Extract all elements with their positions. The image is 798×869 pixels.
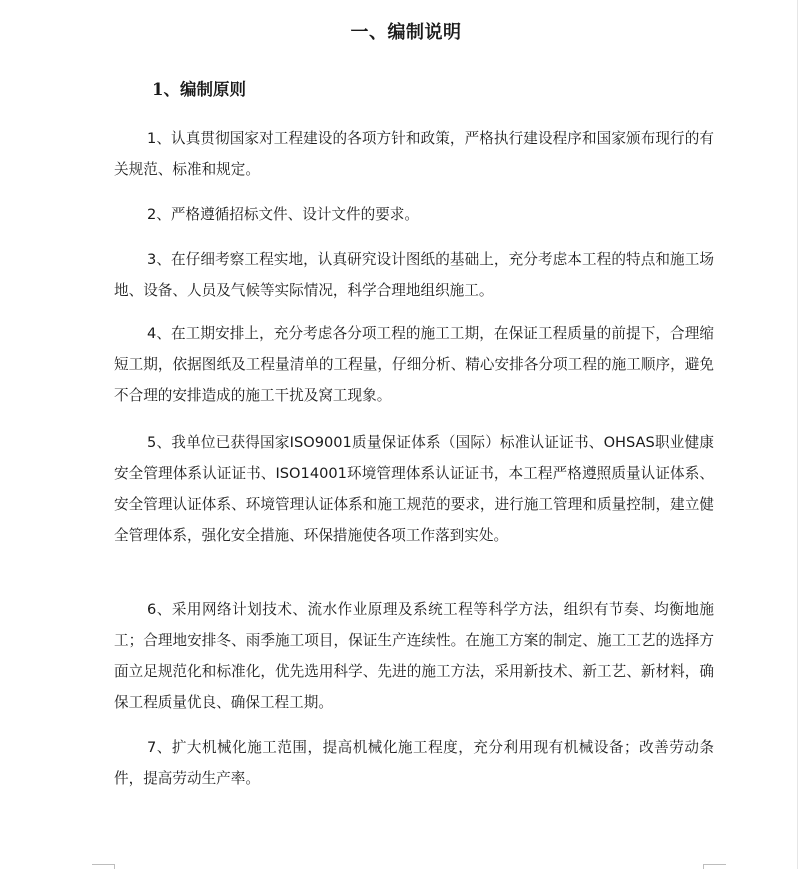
paragraph-2: 2、严格遵循招标文件、设计文件的要求。	[147, 206, 419, 223]
document-title: 一、编制说明	[350, 22, 462, 43]
section-heading: 1、编制原则	[152, 80, 246, 99]
paragraph-6: 6、采用网络计划技术、流水作业原理及系统工程等科学方法，组织有节奏、均衡地施工；合理地安排冬、雨季施工项目，保证生产连续性。在施工方案的制定、施工工艺的选择方面立足规范化和标准化，优先选用科学、先进的施工方法，采用新技术、新工艺、新材料，确保工程质量优良、确保工程工期。	[114, 601, 714, 711]
page-corner-mark-left	[92, 864, 115, 869]
paragraph-3: 3、在仔细考察工程实地，认真研究设计图纸的基础上，充分考虑本工程的特点和施工场地、设备、人员及气候等实际情况，科学合理地组织施工。	[114, 251, 714, 299]
page-corner-mark-right	[703, 864, 726, 869]
paragraph-4: 4、在工期安排上，充分考虑各分项工程的施工工期，在保证工程质量的前提下，合理缩短工期，依据图纸及工程量清单的工程量，仔细分析、精心安排各分项工程的施工顺序，避免不合理的安排造成的施工干扰及窝工现象。	[114, 325, 714, 404]
paragraph-5: 5、我单位已获得国家ISO9001质量保证体系（国际）标准认证证书、OHSAS职业健康安全管理体系认证证书、ISO14001环境管理体系认证证书，本工程严格遵照质量认证体系、安全管理认证体系、环境管理认证体系和施工规范的要求，进行施工管理和质量控制，建立健全管理体系，强化安全措施、环保措施使各项工作落到实处。	[114, 434, 714, 544]
paragraph-7: 7、扩大机械化施工范围，提高机械化施工程度，充分利用现有机械设备；改善劳动条件，提高劳动生产率。	[114, 739, 714, 787]
paragraph-1: 1、认真贯彻国家对工程建设的各项方针和政策，严格执行建设程序和国家颁布现行的有关规范、标准和规定。	[114, 130, 714, 178]
